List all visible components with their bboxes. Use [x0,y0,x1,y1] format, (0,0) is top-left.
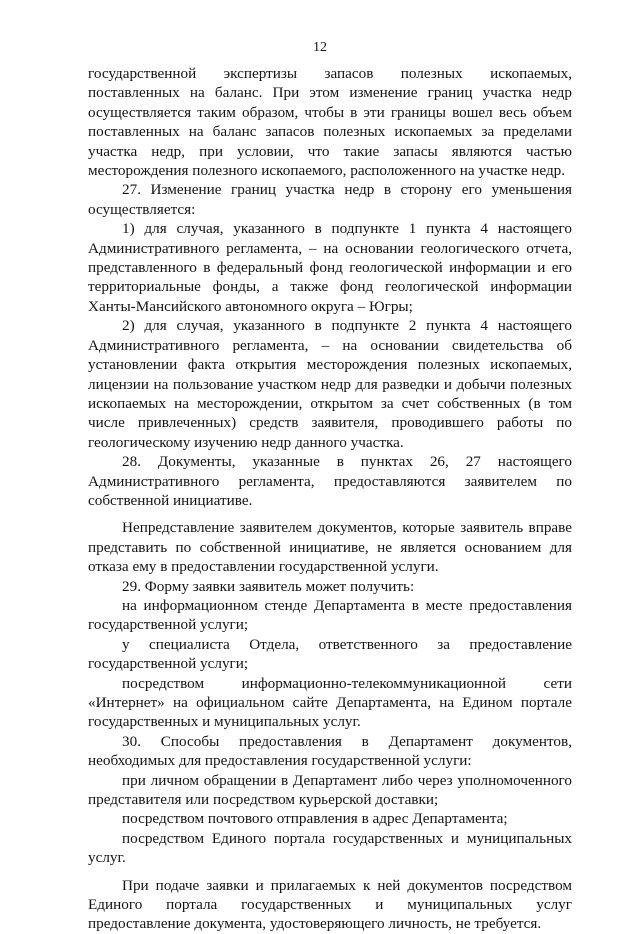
paragraph-30-item-personal: при личном обращении в Департамент либо через уполномоченного представителя или посредством курьерской доставки; [88,771,572,809]
paragraph-30: 30. Способы предоставления в Департамент документов, необходимых для предоставления государственной услуги: [88,732,572,770]
paragraph-27: 27. Изменение границ участка недр в сторону его уменьшения осуществляется: [88,181,572,218]
document-body [88,64,572,934]
paragraph-30-item-post: посредством почтового отправления в адрес Департамента; [122,810,508,828]
paragraph-29: 29. Форму заявки заявитель может получить: [122,577,415,595]
paragraph-30-item-portal: посредством Единого портала государственных и муниципальных услуг. [88,829,572,867]
paragraph-expertise-continuation: государственной экспертизы запасов полезных ископаемых, поставленных на баланс. При этом изменение границ участка недр осуществляется таким образом, чтобы в эти границы вошел весь объем поставленных на баланс запасов полезных ископаемых за пределами участка недр, при условии, что такие запасы являются частью месторождения полезного ископаемого, расположенного на участке недр. [88,65,572,180]
paragraph-29-item-stand: на информационном стенде Департамента в месте предоставления государственной услуги; [88,596,572,634]
paragraph-29-item-specialist: у специалиста Отдела, ответственного за предоставление государственной услуги; [88,635,572,673]
paragraph-identity-document: При подаче заявки и прилагаемых к ней документов посредством Единого портала государственных и муниципальных услуг предоставление документа, удостоверяющего личность, не требуется. [88,876,572,933]
paragraph-27-item-1: 1) для случая, указанного в подпункте 1 пункта 4 настоящего Административного регламента, – на основании геологического отчета, представленного в федеральный фонд геологической информации и его территориальные фонды, а также фонд геологической информации Ханты-Мансийского автономного округа – Югры; [88,220,572,315]
paragraph-28: 28. Документы, указанные в пунктах 26, 27 настоящего Административного регламента, предоставляются заявителем по собственной инициативе. [88,453,572,509]
page-number: 12 [313,40,327,55]
paragraph-29-item-internet: посредством информационно-телекоммуникационной сети «Интернет» на официальном сайте Департамента, на Едином портале государственных и муниципальных услуг. [88,674,572,731]
paragraph-28-note: Непредставление заявителем документов, которые заявитель вправе представить по собственной инициативе, не является основанием для отказа ему в предоставлении государственной услуги. [88,519,572,576]
paragraph-27-item-2: 2) для случая, указанного в подпункте 2 пункта 4 настоящего Административного регламента, – на основании свидетельства об установлении факта открытия месторождения полезных ископаемых, лицензии на пользование участком недр для разведки и добычи полезных ископаемых на месторождении, открытом за счет собственных (в том числе привлеченных) средств заявителя, проводившего работы по геологическому изучению недр данного участка. [88,317,572,451]
